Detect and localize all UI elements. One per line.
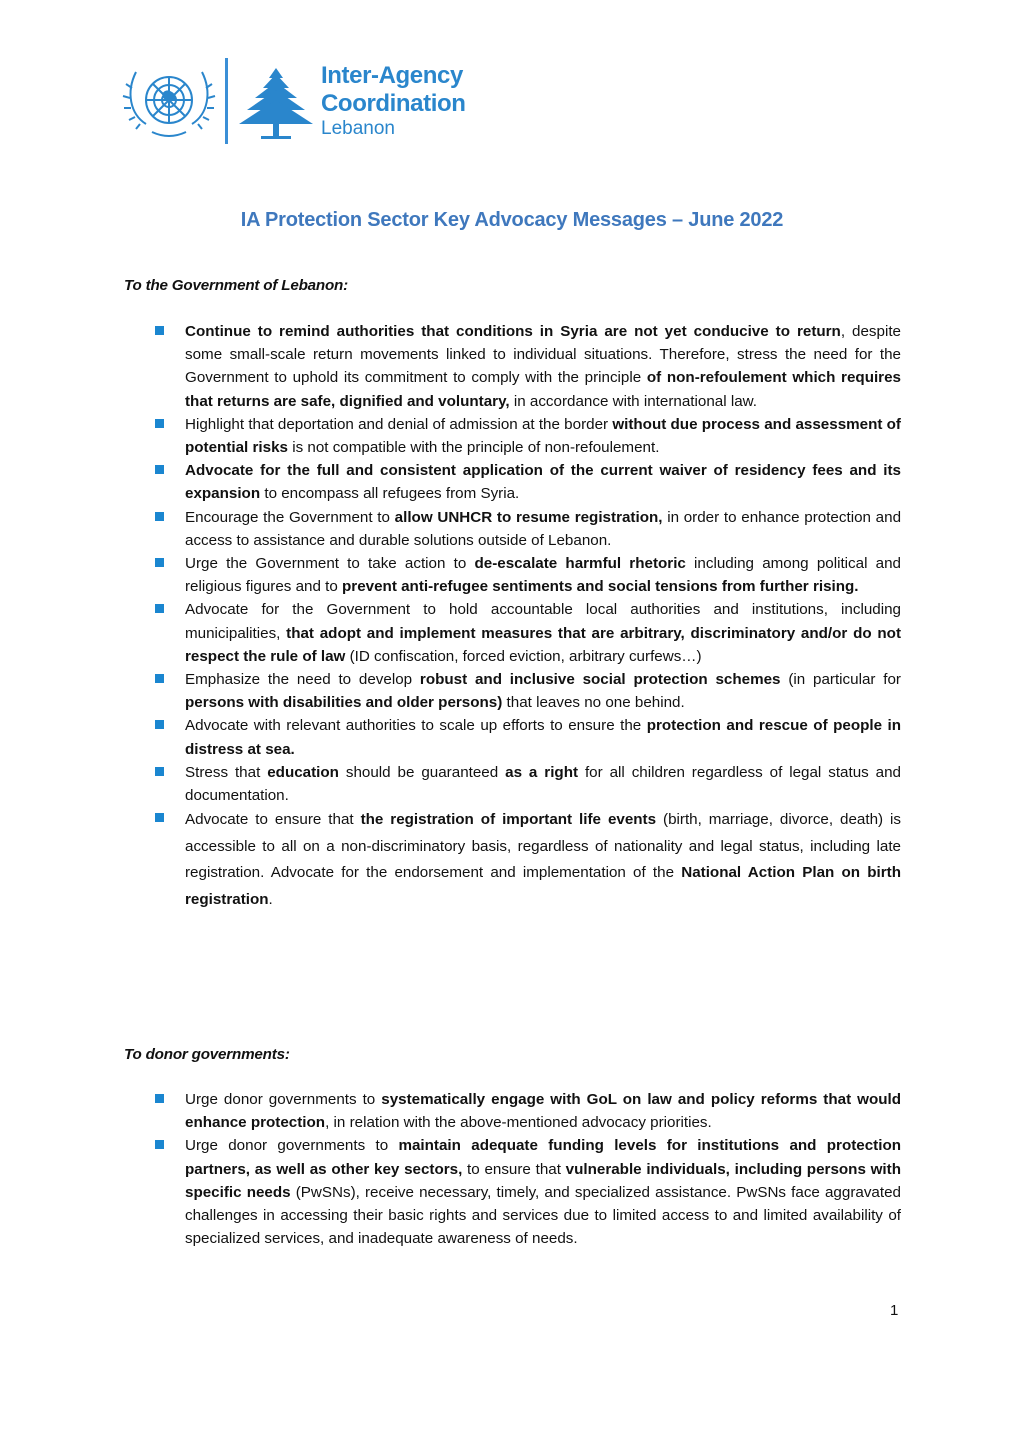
list-item	[155, 761, 901, 807]
bold-text: maintain adequate funding levels for institutions and protection partners, as well as other key sectors,	[185, 1137, 902, 1178]
list-item	[155, 552, 901, 598]
bold-text: without due process and assessment of potential risks	[185, 415, 901, 457]
text: .	[268, 890, 273, 908]
page-number: 1	[890, 1302, 899, 1319]
bold-text: Continue to remind authorities that conditions in Syria are not yet conducive to return	[185, 323, 841, 340]
list-item	[155, 807, 901, 913]
text: Highlight that deportation and denial of admission at the border	[185, 415, 613, 433]
text: should be guaranteed	[338, 763, 506, 781]
bold-text: robust and inclusive social protection schemes	[419, 671, 781, 689]
text: Stress that	[185, 763, 268, 781]
square-bullet-icon	[155, 512, 164, 521]
text: to ensure that	[462, 1160, 566, 1178]
text: including among political and religious figures and to	[185, 555, 901, 596]
text: is not compatible with the principle of non-refoulement.	[287, 439, 660, 457]
square-bullet-icon	[155, 419, 164, 428]
text: , in relation with the above-mentioned advocacy priorities.	[325, 1114, 712, 1132]
square-bullet-icon	[155, 465, 164, 474]
un-emblem-icon	[122, 62, 216, 142]
list-item	[155, 598, 901, 668]
bold-text: the registration of important life events	[360, 811, 657, 829]
section-heading-donors: To donor governments:	[124, 1046, 290, 1063]
document-title: IA Protection Sector Key Advocacy Messages – June 2022	[240, 209, 784, 231]
list-item	[155, 459, 901, 505]
text: for all children regardless of legal status and documentation.	[185, 763, 901, 805]
bold-text: protection and rescue of people in distress at sea.	[185, 717, 901, 758]
list-item	[155, 1134, 901, 1250]
government-messages-list	[155, 320, 901, 913]
bold-text: Advocate for the full and consistent application of the current waiver of residency fees and its expansion	[185, 462, 901, 503]
text: Urge donor governments to	[185, 1091, 382, 1108]
square-bullet-icon	[155, 558, 164, 567]
bold-text: National Action Plan on birth registration	[185, 864, 901, 908]
text: Emphasize the need to develop	[185, 671, 420, 689]
square-bullet-icon	[155, 604, 164, 613]
list-item	[155, 413, 901, 459]
list-item	[155, 506, 901, 552]
text: Advocate for the Government to hold accountable local authorities and institutions, including municipalities,	[185, 601, 901, 642]
text: Encourage the Government to	[185, 508, 395, 526]
text: Advocate to ensure that	[185, 811, 361, 829]
text: in order to enhance protection and access to assistance and durable solutions outside of Lebanon.	[185, 508, 902, 549]
bold-text: systematically engage with GoL on law and policy reforms that would enhance protection	[185, 1091, 901, 1132]
logo-line-3: Lebanon	[321, 118, 395, 139]
list-item	[155, 714, 901, 760]
text: Advocate with relevant authorities to scale up efforts to ensure the	[185, 717, 647, 735]
bold-text: prevent anti-refugee sentiments and social tensions from further rising.	[342, 578, 859, 596]
bold-text: that adopt and implement measures that are arbitrary, discriminatory and/or do not respect the rule of law	[185, 624, 902, 665]
section-heading-government: To the Government of Lebanon:	[124, 277, 348, 294]
square-bullet-icon	[155, 326, 164, 335]
square-bullet-icon	[155, 1094, 164, 1103]
bold-text: as a right	[505, 763, 579, 781]
text: (birth, marriage, divorce, death) is accessible to all on a non-discriminatory basis, regardless of nationality and legal status, including late registration. Advocate for the endorsement and implementation of the	[185, 811, 902, 882]
logo-line-2: Coordination	[321, 90, 466, 117]
square-bullet-icon	[155, 1140, 164, 1149]
bold-text: education	[267, 763, 339, 781]
square-bullet-icon	[155, 720, 164, 729]
text: to encompass all refugees from Syria.	[260, 485, 520, 503]
bold-text: vulnerable individuals, including persons with specific needs	[185, 1160, 901, 1201]
bold-text: persons with disabilities and older persons)	[185, 694, 503, 712]
text: , despite some small-scale return movements linked to individual situations. Therefore, stress the need for the Government to uphold its commitment to comply with the principle	[185, 323, 901, 387]
logo-wordmark	[321, 62, 466, 140]
logo-divider	[225, 58, 228, 144]
text: in accordance with international law.	[509, 392, 757, 410]
bold-text: de-escalate harmful rhetoric	[474, 555, 686, 573]
bold-text: of non-refoulement which requires that returns are safe, dignified and voluntary,	[185, 369, 901, 410]
square-bullet-icon	[155, 767, 164, 776]
text: (ID confiscation, forced eviction, arbitrary curfews…)	[345, 647, 702, 665]
cedar-tree-icon	[235, 66, 317, 144]
list-item	[155, 320, 901, 413]
bold-text: allow UNHCR to resume registration,	[394, 508, 663, 526]
donor-messages-list	[155, 1088, 901, 1250]
text: that leaves no one behind.	[502, 694, 685, 712]
square-bullet-icon	[155, 813, 164, 822]
list-item	[155, 668, 901, 714]
text: Urge the Government to take action to	[185, 555, 475, 573]
text: (in particular for	[780, 671, 901, 689]
text: Urge donor governments to	[185, 1137, 399, 1155]
square-bullet-icon	[155, 674, 164, 683]
list-item	[155, 1088, 901, 1134]
logo-line-1: Inter-Agency	[321, 62, 463, 89]
text: (PwSNs), receive necessary, timely, and specialized assistance. PwSNs face aggravated challenges in accessing their basic rights and services due to limited access to and limited availability of specialized services, and inadequate awareness of needs.	[185, 1183, 901, 1248]
